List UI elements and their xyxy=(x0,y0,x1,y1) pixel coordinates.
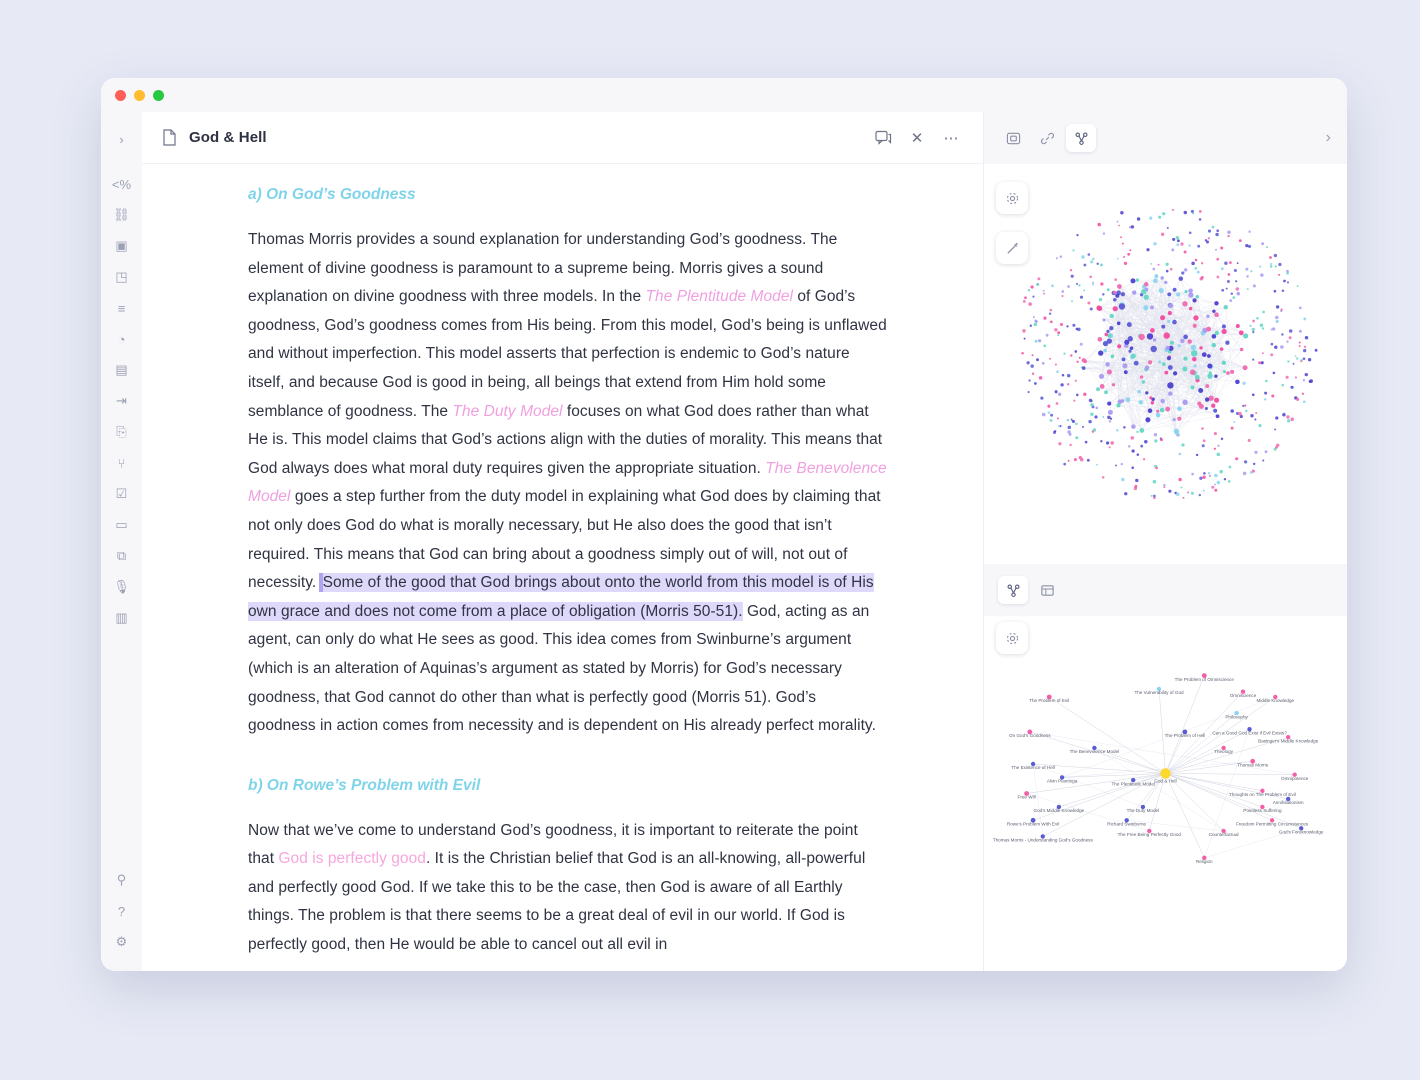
left-rail xyxy=(101,112,142,971)
help-icon[interactable]: ? xyxy=(117,903,126,919)
svg-text:Omniscience: Omniscience xyxy=(1229,692,1257,698)
capture-icon[interactable] xyxy=(998,124,1028,152)
document-icon xyxy=(162,129,177,146)
editor-tabbar xyxy=(142,112,983,164)
right-panel-toolbar xyxy=(984,112,1347,164)
paint-bucket-icon[interactable]: ◔ xyxy=(117,331,126,347)
document-search-icon[interactable]: ⎘ xyxy=(116,424,127,439)
svg-text:Freedom Permitting Circumstanc: Freedom Permitting Circumstances xyxy=(1236,821,1309,827)
svg-text:God's Middle Knowledge: God's Middle Knowledge xyxy=(1033,808,1085,814)
settings-icon[interactable]: ⚙ xyxy=(115,934,128,949)
global-graph-canvas[interactable] xyxy=(984,164,1347,564)
zoom-window-button[interactable] xyxy=(153,90,164,101)
app-window xyxy=(101,78,1347,971)
image-icon[interactable]: ▣ xyxy=(115,238,128,253)
window-titlebar xyxy=(101,78,1347,112)
checklist-icon[interactable]: ☑ xyxy=(115,486,128,501)
right-panel-tabs xyxy=(998,124,1096,152)
svg-text:Counterfactual: Counterfactual xyxy=(1208,832,1239,838)
card-icon[interactable]: ▭ xyxy=(115,517,128,532)
svg-text:Theology: Theology xyxy=(1214,749,1234,755)
svg-text:Can a Good God Exist if Evil E: Can a Good God Exist if Evil Exists? xyxy=(1212,730,1287,736)
paragraph-b xyxy=(248,817,887,960)
link-duty-model[interactable]: The Duty Model xyxy=(452,402,563,420)
close-icon[interactable]: ✕ xyxy=(910,129,924,147)
svg-text:Pointless Suffering: Pointless Suffering xyxy=(1243,808,1282,814)
global-graph-settings-icon[interactable] xyxy=(996,182,1028,214)
svg-text:The Vulnerability of God: The Vulnerability of God xyxy=(1134,690,1184,696)
svg-text:The Problem of Hell: The Problem of Hell xyxy=(1164,733,1206,739)
svg-text:The Duty Model: The Duty Model xyxy=(1126,808,1160,814)
svg-text:Rowe's Problem With Evil: Rowe's Problem With Evil xyxy=(1006,821,1060,827)
expand-panel-icon[interactable]: › xyxy=(119,131,124,147)
frame-icon[interactable]: ⧉ xyxy=(116,548,127,563)
code-block-icon[interactable]: <% xyxy=(111,176,132,192)
local-graph-settings-icon[interactable] xyxy=(996,622,1028,654)
svg-text:On God's Goodness: On God's Goodness xyxy=(1009,733,1051,739)
local-graph-canvas[interactable] xyxy=(984,616,1347,971)
local-graph-pane[interactable] xyxy=(984,616,1347,971)
editor-column xyxy=(142,112,984,971)
import-icon[interactable]: ⇥ xyxy=(116,393,127,408)
para-b-text-2: . It is the Christian belief that God is an all-knowing, all-powerful and perfectly good God. If we take this to be the case, then God is aware of all Earthly things. The problem is that there seems to be a great deal of evil in our world. If God is perfectly good, then He would be able to cancel out all evil in xyxy=(248,850,866,954)
svg-text:The Existence of Hell: The Existence of Hell xyxy=(1011,765,1055,771)
svg-text:Annihilationism: Annihilationism xyxy=(1272,800,1304,806)
svg-text:The Benevolence Model: The Benevolence Model xyxy=(1069,749,1120,755)
page-title: God & Hell xyxy=(189,129,267,146)
svg-text:Philosophy: Philosophy xyxy=(1225,714,1248,720)
layers-icon[interactable]: ◳ xyxy=(115,269,128,284)
svg-text:The Free Being Perfectly Good: The Free Being Perfectly Good xyxy=(1117,832,1181,838)
link-plentitude-model[interactable]: The Plentitude Model xyxy=(645,288,793,306)
collapse-panel-icon[interactable]: › xyxy=(1325,129,1331,146)
para-a-text-1: Thomas Morris provides a sound explanation for understanding God’s goodness. The element of divine goodness is paramount to a supreme being. Morris gives a sound explanation on divine goodness with three models. In the xyxy=(248,231,838,306)
svg-text:Middle Knowledge: Middle Knowledge xyxy=(1256,698,1295,704)
svg-text:The Problem of Evil: The Problem of Evil xyxy=(1029,698,1070,704)
microphone-icon[interactable]: 🎙 xyxy=(113,579,130,594)
svg-text:Alvin Plantinga: Alvin Plantinga xyxy=(1046,778,1078,784)
para-b-text-1: Now that we’ve come to understand God’s goodness, it is important to reiterate the point that xyxy=(248,821,858,868)
archive-icon[interactable]: ▤ xyxy=(115,362,128,377)
svg-text:Thoughts on The Problem of Evi: Thoughts on The Problem of Evil xyxy=(1228,792,1296,797)
para-a-text-3: focuses on what God does rather than what He is. This model claims that God’s actions align with the duties of morality. This means that God always does what moral duty requires given the appropriate situation. xyxy=(248,402,883,477)
comment-icon[interactable] xyxy=(869,124,897,152)
link-god-is-perfectly-good[interactable]: God is perfectly good xyxy=(278,850,426,868)
svg-text:Thomas Morris - Understanding: Thomas Morris - Understanding God's Goodness xyxy=(992,837,1093,843)
link-icon[interactable]: ⛓ xyxy=(113,207,130,222)
global-graph-magic-wand-icon[interactable] xyxy=(996,232,1028,264)
svg-text:The Problem of Omniscience: The Problem of Omniscience xyxy=(1174,676,1234,682)
graph-view-tab[interactable] xyxy=(1066,124,1096,152)
svg-text:Omnipotence: Omnipotence xyxy=(1281,775,1309,781)
paragraph-a xyxy=(248,226,887,741)
local-graph-view-icon[interactable] xyxy=(998,576,1028,604)
para-a-text-5: God, acting as an agent, can only do what He sees as good. This idea comes from Swinburne’s argument (which is an alteration of Aquinas’s argument as stated by Morris) for God’s necessary goodness, that God cannot do other than what is perfectly good (Morris 51). God’s goodness in action comes from necessity and is dependent on His already perfect morality. xyxy=(248,602,876,735)
link-benevolence-model[interactable]: The Benevolence Model xyxy=(248,459,887,506)
svg-text:Richard Swinburne: Richard Swinburne xyxy=(1107,821,1147,827)
para-a-text-2: of God’s goodness, God’s goodness comes from His being. From this model, God’s being is unflawed and without imperfection. This model asserts that perfection is endemic to God’s nature itself, and because God is good in being, all beings that extend from Him hold some semblance of goodness. The xyxy=(248,288,887,420)
svg-text:Thomas Morris: Thomas Morris xyxy=(1237,762,1269,768)
section-heading-b: b) On Rowe’s Problem with Evil xyxy=(248,776,481,794)
location-pin-icon[interactable]: ⚲ xyxy=(116,872,127,887)
document-scroll-area[interactable] xyxy=(142,164,983,971)
more-icon[interactable]: ⋯ xyxy=(943,129,959,147)
svg-text:The Plentitude Model: The Plentitude Model xyxy=(1111,781,1155,787)
list-icon[interactable]: ≡ xyxy=(117,300,126,316)
minimize-window-button[interactable] xyxy=(134,90,145,101)
graph-icon[interactable]: ⑂ xyxy=(117,455,126,471)
section-heading-a: a) On God’s Goodness xyxy=(248,186,416,203)
sidebar-toggle-icon[interactable]: ▥ xyxy=(115,610,128,625)
link-icon[interactable] xyxy=(1032,124,1062,152)
highlighted-passage[interactable]: Some of the good that God brings about onto the world from this model is of His own grace and does not come from a place of obligation (Morris 50-51). xyxy=(248,574,874,620)
close-window-button[interactable] xyxy=(115,90,126,101)
svg-text:Basinger's Middle Knowledge: Basinger's Middle Knowledge xyxy=(1258,738,1319,744)
svg-text:Religion: Religion xyxy=(1195,859,1213,864)
para-a-text-4: goes a step further from the duty model in explaining what God does by claiming that not only does God do what is morally necessary, but He also does the good that isn’t required. This means that God can bring about a goodness simply out of will, not out of necessity. xyxy=(248,488,881,592)
svg-text:God's Foreknowledge: God's Foreknowledge xyxy=(1278,829,1324,835)
right-panel xyxy=(984,112,1347,971)
local-table-view-icon[interactable] xyxy=(1032,576,1062,604)
document-body xyxy=(142,186,983,960)
global-graph-pane[interactable] xyxy=(984,164,1347,564)
svg-text:Free Will: Free Will xyxy=(1017,794,1036,800)
svg-text:God & Hell: God & Hell xyxy=(1154,778,1177,784)
local-graph-toolbar xyxy=(984,564,1347,616)
